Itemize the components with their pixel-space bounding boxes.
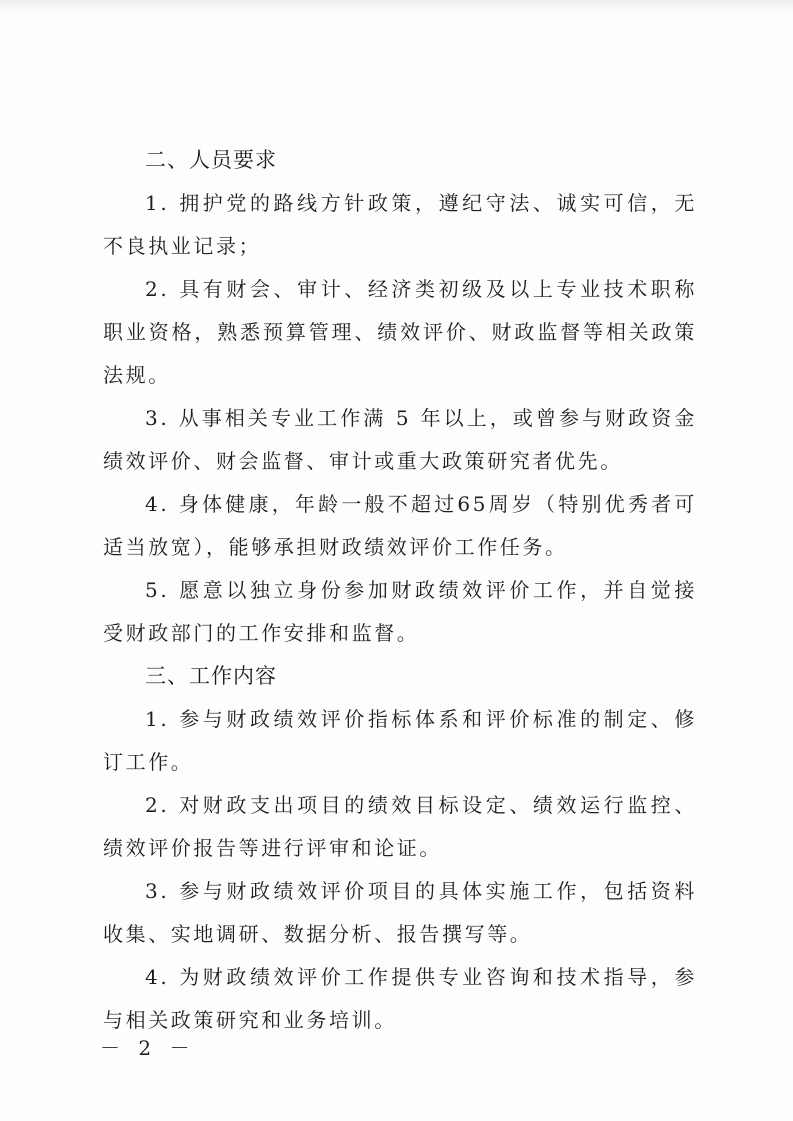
section-personnel-requirements <box>103 139 697 655</box>
page-number: － 2 － <box>100 1036 196 1060</box>
scan-top-edge <box>0 0 793 14</box>
paragraph: 2. 对财政支出项目的绩效目标设定、绩效运行监控、绩效评价报告等进行评审和论证。 <box>103 793 697 860</box>
paragraph: 4. 身体健康，年龄一般不超过65周岁（特别优秀者可适当放宽），能够承担财政绩效评价工作任务。 <box>103 492 697 559</box>
paragraph: 4. 为财政绩效评价工作提供专业咨询和技术指导，参与相关政策研究和业务培训。 <box>103 965 697 1032</box>
paragraph: 5. 愿意以独立身份参加财政绩效评价工作，并自觉接受财政部门的工作安排和监督。 <box>103 578 697 645</box>
section-heading: 二、人员要求 <box>145 148 277 172</box>
paragraph: 1. 参与财政绩效评价指标体系和评价标准的制定、修订工作。 <box>103 707 697 774</box>
section-heading: 三、工作内容 <box>145 664 277 688</box>
paragraph: 2. 具有财会、审计、经济类初级及以上专业技术职称职业资格，熟悉预算管理、绩效评价、财政监督等相关政策法规。 <box>103 277 697 387</box>
paragraph: 1. 拥护党的路线方针政策，遵纪守法、诚实可信，无不良执业记录； <box>103 191 697 258</box>
paragraph: 3. 从事相关专业工作满 5 年以上，或曾参与财政资金绩效评价、财会监督、审计或重大政策研究者优先。 <box>103 406 697 473</box>
section-work-content <box>103 655 697 1042</box>
paragraph: 3. 参与财政绩效评价项目的具体实施工作，包括资料收集、实地调研、数据分析、报告撰写等。 <box>103 879 697 946</box>
document-body <box>103 139 697 1042</box>
